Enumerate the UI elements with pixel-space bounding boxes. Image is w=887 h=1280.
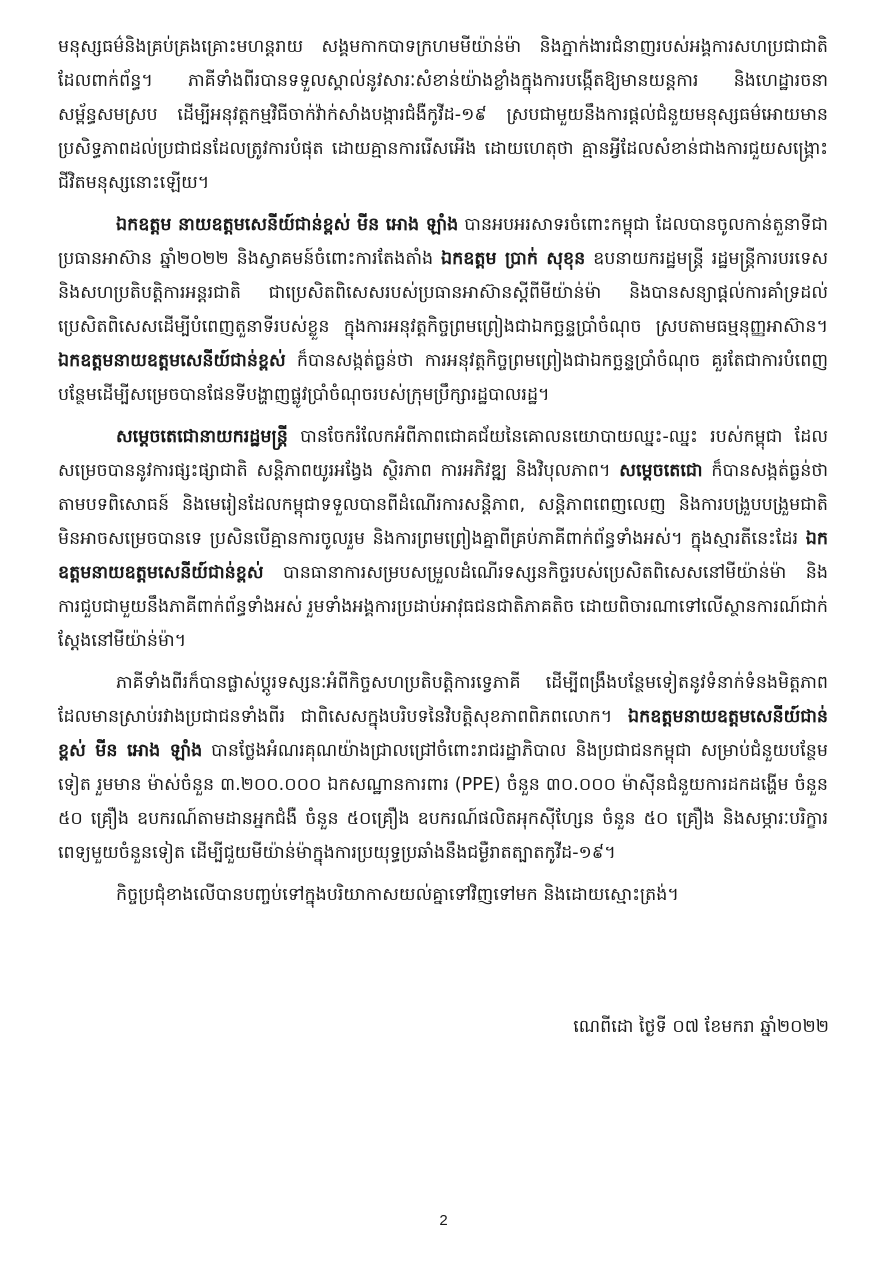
text-run-bold: សម្តេចតេជោនាយករដ្ឋមន្ត្រី xyxy=(116,427,288,447)
paragraph-1 xyxy=(58,30,828,200)
date-location-line: ណេពីដោ ថ្ងៃទី ០៧ ខែមករា ឆ្នាំ២០២២ xyxy=(573,1017,829,1037)
text-run: ភាគីទាំងពីរក៏បានផ្លាស់ប្តូរទស្សនៈអំពីកិច្ចសហប្រតិបត្តិការទ្វេភាគី ដើម្បីពង្រឹងបន្ថែមទៀតនូវទំនាក់ទំនងមិត្តភាពដែលមានស្រាប់រវាងប្រជាជនទាំងពីរ ជាពិសេសក្នុងបរិបទនៃវិបត្តិសុខភាពពិភពលោក។ xyxy=(58,673,828,727)
text-run: បានថ្លែងអំណរគុណយ៉ាងជ្រាលជ្រៅចំពោះរាជរដ្ឋាភិបាល និងប្រជាជនកម្ពុជា សម្រាប់ជំនួយបន្ថែមទៀត រួមមាន ម៉ាស់ចំនួន ៣.២០០.០០០ ឯកសណ្ឋានការពារ (PPE) ចំនួន ៣០.០០០ ម៉ាស៊ីនជំនួយការដកដង្ហើម ចំនួន ៥០ គ្រឿង ឧបករណ៍តាមដានអ្នកជំងឺ ចំនួន ៥០គ្រឿង ឧបករណ៍ផលិតអុកស៊ីហ្សែន ចំនួន ៥០ គ្រឿង និងសម្ភារៈបរិក្ខារពេទ្យមួយចំនួនទៀត ដើម្បីជួយមីយ៉ាន់ម៉ាក្នុងការប្រយុទ្ធប្រឆាំងនឹងជម្ងឺរាតត្បាតកូវីដ-១៩។ xyxy=(58,741,829,863)
text-run: ឧបនាយករដ្ឋមន្ត្រី រដ្ឋមន្ត្រីការបរទេស និងសហប្រតិបត្តិការអន្តរជាតិ ជាប្រេសិតពិសេសរបស់ប្រធានអាស៊ានស្តីពីមីយ៉ាន់ម៉ា និងបានសន្យាផ្តល់ការគាំទ្រដល់ប្រេសិតពិសេសដើម្បីបំពេញតួនាទីរបស់ខ្លួន ក្នុងការអនុវត្តកិច្ចព្រមព្រៀងជាឯកច្ឆន្ទប្រាំចំណុច ស្របតាមធម្មនុញ្ញអាស៊ាន។ xyxy=(58,249,828,337)
paragraph-3 xyxy=(58,420,828,658)
paragraph-4 xyxy=(58,666,828,870)
text-run: ក៏បានសង្កត់ធ្ងន់ថា តាមបទពិសោធន៍ និងមេរៀនដែលកម្ពុជាទទួលបានពីដំណើរការសន្តិភាព, សន្តិភាពពេញលេញ និងការបង្រួបបង្រួមជាតិមិនអាចសម្រេចបានទេ ប្រសិនបើគ្មានការចូលរួម និងការព្រមព្រៀងគ្នាពីគ្រប់ភាគីពាក់ព័ន្ធទាំងអស់។ ក្នុងស្មារតីនេះដែរ xyxy=(58,461,829,549)
text-run: មនុស្សធម៌និងគ្រប់គ្រងគ្រោះមហន្តរាយ សង្គមកាកបាទក្រហមមីយ៉ាន់ម៉ា និងភ្នាក់ងារជំនាញរបស់អង្គការសហប្រជាជាតិដែលពាក់ព័ន្ធ។ ភាគីទាំងពីរបានទទួលស្គាល់នូវសារៈសំខាន់យ៉ាងខ្លាំងក្នុងការបង្កើតឱ្យមានយន្តការ និងហេដ្ឋារចនាសម្ព័ន្ធសមស្រប ដើម្បីអនុវត្តកម្មវិធីចាក់វ៉ាក់សាំងបង្ការជំងឺកូវីដ-១៩ ស្របជាមួយនឹងការផ្តល់ជំនួយមនុស្សធម៌អោយមានប្រសិទ្ធភាពដល់ប្រជាជនដែលត្រូវការបំផុត ដោយគ្មានការរើសអើង ដោយហេតុថា គ្មានអ្វីដែលសំខាន់ជាងការជួយសង្គ្រោះជីវិតមនុស្សនោះឡើយ។ xyxy=(58,37,828,193)
text-run: បានអបអរសាទរចំពោះកម្ពុជា ដែលបានចូលកាន់តួនាទីជាប្រធានអាស៊ាន ឆ្នាំ២០២២ និងស្វាគមន៍ចំពោះការតែងតាំង xyxy=(58,215,829,269)
text-run-bold: សម្តេចតេជោ xyxy=(619,461,703,481)
paragraph-5 xyxy=(58,878,828,912)
text-run: បានចែករំលែកអំពីភាពជោគជ័យនៃគោលនយោបាយឈ្នះ-ឈ្នះ របស់កម្ពុជា ដែលសម្រេចបាននូវការផ្សះផ្សាជាតិ សន្តិភាពយូរអង្វែង ស្ថិរភាព ការអភិវឌ្ឍ និងវិបុលភាព។ xyxy=(58,427,828,481)
page-number: 2 xyxy=(439,1212,448,1229)
text-run: ក៏បានសង្កត់ធ្ងន់ថា ការអនុវត្តកិច្ចព្រមព្រៀងជាឯកច្ឆន្ទប្រាំចំណុច គួរតែជាការបំពេញបន្ថែមដើម្បីសម្រេចបានផែនទីបង្ហាញផ្លូវប្រាំចំណុចរបស់ក្រុមប្រឹក្សារដ្ឋបាលរដ្ឋ។ xyxy=(58,351,828,405)
text-run: កិច្ចប្រជុំខាងលើបានបញ្ចប់ទៅក្នុងបរិយាកាសយល់គ្នាទៅវិញទៅមក និងដោយស្មោះត្រង់។ xyxy=(116,885,679,905)
text-run-bold: ឯកឧត្តម ប្រាក់ សុខុន xyxy=(441,249,586,269)
text-run: បានធានាការសម្របសម្រួលដំណើរទស្សនកិច្ចរបស់ប្រេសិតពិសេសនៅមីយ៉ាន់ម៉ា និងការជួបជាមួយនឹងភាគីពាក់ព័ន្ធទាំងអស់ រួមទាំងអង្គការប្រដាប់អាវុធជនជាតិភាគតិច ដោយពិចារណាទៅលើស្ថានការណ៍ជាក់ស្តែងនៅមីយ៉ាន់ម៉ា។ xyxy=(58,563,828,651)
paragraph-2 xyxy=(58,208,828,412)
document-body xyxy=(58,30,828,920)
text-run-bold: ឯកឧត្តម នាយឧត្តមសេនីយ៍ជាន់ខ្ពស់ មីន អោង ឡាំង xyxy=(116,215,459,235)
text-run-bold: ឯកឧត្តមនាយឧត្តមសេនីយ៍ជាន់ខ្ពស់ មីន អោង ឡាំង xyxy=(58,707,828,761)
text-run-bold: ឯកឧត្តមនាយឧត្តមសេនីយ៍ជាន់ខ្ពស់ xyxy=(58,529,828,583)
text-run-bold: ឯកឧត្តមនាយឧត្តមសេនីយ៍ជាន់ខ្ពស់ xyxy=(58,351,286,371)
